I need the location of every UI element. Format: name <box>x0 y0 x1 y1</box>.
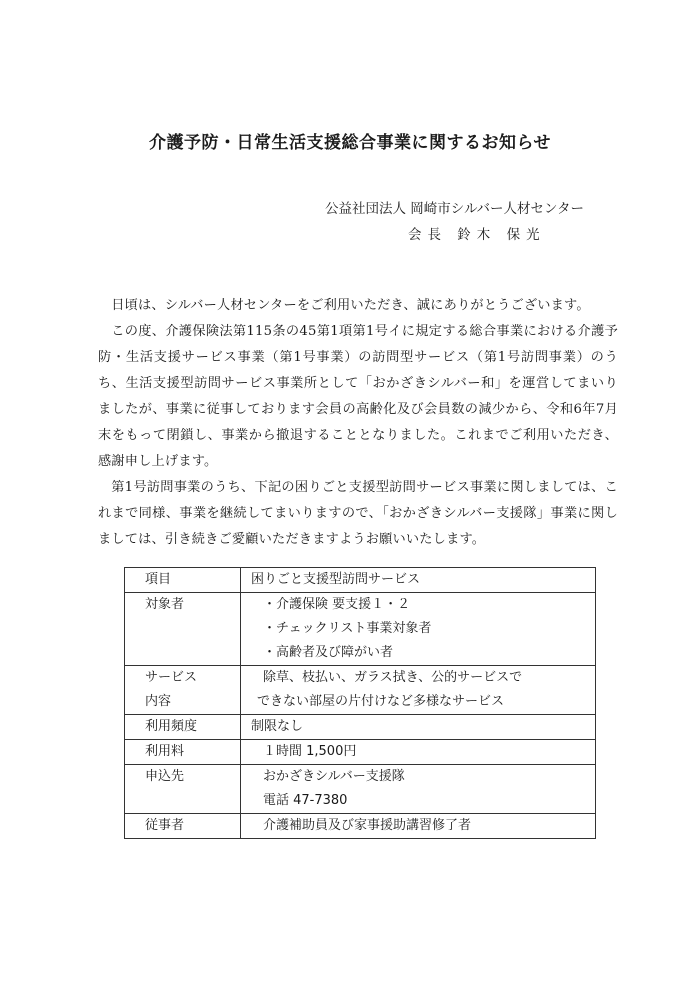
page-title: 介護予防・日常生活支援総合事業に関するお知らせ <box>149 133 551 153</box>
row-value-fee: １時間 1,500円 <box>241 740 596 765</box>
body-paragraph-continuation: 第1号訪問事業のうち、下記の困りごと支援型訪問サービス事業に関しましては、これまで同様、事業を継続してまいりますので、「おかざきシルバー支援隊」事業に関しましては、引き続きご愛顧いただきますようお願いいたします。 <box>98 480 618 547</box>
sender-organization: 公益社団法人 岡崎市シルバー人材センター <box>325 201 584 217</box>
row-label-target: 対象者 <box>125 593 241 666</box>
body-paragraph-greeting: 日頃は、シルバー人材センターをご利用いただき、誠にありがとうございます。 <box>111 298 590 313</box>
row-label-contact: 申込先 <box>125 765 241 814</box>
table-row <box>125 740 596 765</box>
table-row <box>125 814 596 839</box>
service-info-table <box>124 567 596 839</box>
table-row <box>125 593 596 666</box>
row-label-fee: 利用料 <box>125 740 241 765</box>
row-value-item: 困りごと支援型訪問サービス <box>241 568 596 593</box>
body-paragraph-closure: この度、介護保険法第115条の45第1項第1号イに規定する総合事業における介護予防・生活支援サービス事業（第1号事業）の訪問型サービス（第1号訪問事業）のうち、生活支援型訪問サービス事業所として「おかざきシルバー和」を運営してまいりましたが、事業に従事しております会員の高齢化及び会員数の減少から、令和6年7月末をもって閉鎖し、事業から撤退することとなりました。これまでご利用いただき、感謝申し上げます。 <box>98 324 618 469</box>
row-value-staff: 介護補助員及び家事援助講習修了者 <box>241 814 596 839</box>
row-label-item: 項目 <box>125 568 241 593</box>
table-row <box>125 715 596 740</box>
row-value-contact: おかざきシルバー支援隊 電話 47-7380 <box>241 765 596 814</box>
sender-block <box>325 196 584 248</box>
row-value-target: ・介護保険 要支援１・２ ・チェックリスト事業対象者 ・高齢者及び障がい者 <box>241 593 596 666</box>
row-label-staff: 従事者 <box>125 814 241 839</box>
table-row <box>125 568 596 593</box>
notice-body <box>98 293 618 553</box>
sender-person: 会長 鈴木 保光 <box>408 227 546 243</box>
row-label-frequency: 利用頻度 <box>125 715 241 740</box>
table-row <box>125 666 596 715</box>
row-value-frequency: 制限なし <box>241 715 596 740</box>
row-label-service: サービス 内容 <box>125 666 241 715</box>
table-row <box>125 765 596 814</box>
row-value-service: 除草、枝払い、ガラス拭き、公的サービスで できない部屋の片付けなど多様なサービス <box>241 666 596 715</box>
